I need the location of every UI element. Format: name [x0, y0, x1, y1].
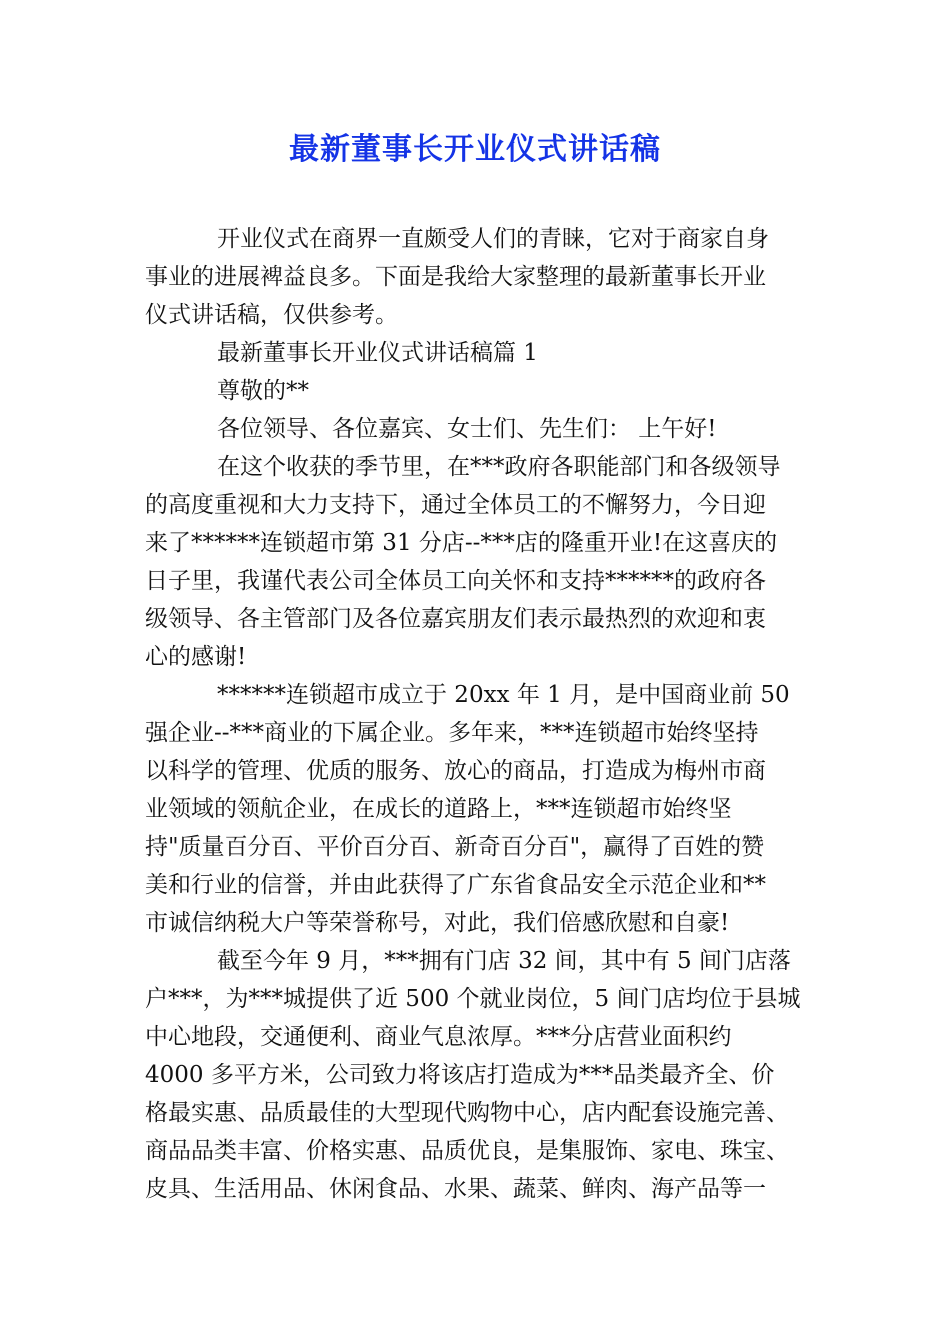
text-line: 来了******连锁超市第 31 分店--***店的隆重开业!在这喜庆的 — [145, 530, 778, 556]
text-line: 以科学的管理、优质的服务、放心的商品，打造成为梅州市商 — [145, 758, 766, 784]
text-line: 业领域的领航企业，在成长的道路上，***连锁超市始终坚 — [145, 796, 732, 822]
document-title: 最新董事长开业仪式讲话稿 — [289, 132, 661, 167]
text-line: 级领导、各主管部门及各位嘉宾朋友们表示最热烈的欢迎和衷 — [145, 606, 766, 632]
text-line: 的高度重视和大力支持下，通过全体员工的不懈努力，今日迎 — [145, 492, 766, 518]
text-line: 美和行业的信誉，并由此获得了广东省食品安全示范企业和** — [145, 872, 766, 898]
text-line: 日子里，我谨代表公司全体员工向关怀和支持******的政府各 — [145, 568, 766, 594]
text-line: 格最实惠、品质最佳的大型现代购物中心，店内配套设施完善、 — [145, 1100, 789, 1126]
text-line: ******连锁超市成立于 20xx 年 1 月，是中国商业前 50 — [217, 682, 790, 708]
text-line: 中心地段，交通便利、商业气息浓厚。***分店营业面积约 — [145, 1024, 732, 1050]
text-line: 各位领导、各位嘉宾、女士们、先生们： 上午好! — [217, 416, 717, 442]
text-line: 尊敬的** — [217, 378, 309, 404]
text-line: 仪式讲话稿，仅供参考。 — [145, 302, 398, 328]
text-line: 持"质量百分百、平价百分百、新奇百分百"，赢得了百姓的赞 — [145, 834, 765, 860]
text-line: 户***，为***城提供了近 500 个就业岗位，5 间门店均位于县城 — [145, 986, 801, 1012]
text-line: 商品品类丰富、价格实惠、品质优良，是集服饰、家电、珠宝、 — [145, 1138, 789, 1164]
text-line: 开业仪式在商界一直颇受人们的青睐，它对于商家自身 — [217, 226, 769, 252]
text-line: 皮具、生活用品、休闲食品、水果、蔬菜、鲜肉、海产品等一 — [145, 1176, 766, 1202]
text-line: 心的感谢! — [145, 644, 247, 670]
text-line: 截至今年 9 月，***拥有门店 32 间，其中有 5 间门店落 — [217, 948, 791, 974]
text-line: 强企业--***商业的下属企业。多年来，***连锁超市始终坚持 — [145, 720, 759, 746]
text-line: 市诚信纳税大户等荣誉称号，对此，我们倍感欣慰和自豪! — [145, 910, 730, 936]
text-line: 在这个收获的季节里，在***政府各职能部门和各级领导 — [217, 454, 781, 480]
text-line: 事业的进展裨益良多。下面是我给大家整理的最新董事长开业 — [145, 264, 766, 290]
text-line: 最新董事长开业仪式讲话稿篇 1 — [217, 340, 538, 366]
document-body — [145, 220, 813, 1208]
text-line: 4000 多平方米，公司致力将该店打造成为***品类最齐全、价 — [145, 1062, 775, 1088]
